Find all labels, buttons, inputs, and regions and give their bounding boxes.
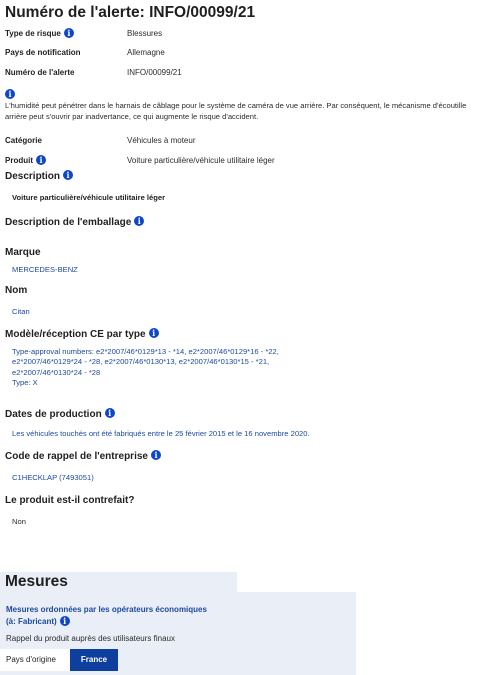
model-line: Type-approval numbers: e2*2007/46*0129*13 - *14, e2*2007/46*0129*16 - *22, [12, 346, 279, 356]
page-title: Numéro de l'alerte: INFO/00099/21 [5, 4, 256, 21]
section-title [5, 329, 480, 340]
measures-subtitle [6, 604, 207, 628]
field-product [5, 151, 480, 171]
section-title: Nom [5, 284, 28, 296]
info-icon[interactable]: i [149, 328, 159, 338]
risk-description-text: L'humidité peut pénétrer dans le harnais de câblage pour le système de caméra de vue arrière. Par conséquent, le mécanisme d'écoutille arrière peut s'ouvrir par inadvertance, ce qui augmente le risque d'accident. [5, 100, 467, 121]
model-line: e2*2007/46*0130*24 - *28 [12, 367, 101, 377]
info-icon[interactable]: i [151, 450, 161, 460]
field-label: Numéro de l'alerte [5, 67, 75, 77]
field-risk-type [5, 24, 480, 44]
divider [5, 122, 480, 132]
section-title [5, 409, 480, 420]
field-label-text: Produit [5, 155, 33, 165]
section-title [5, 171, 73, 182]
field-label [5, 156, 127, 166]
section-production [5, 409, 480, 429]
field-value: Allemagne [127, 48, 165, 58]
measures-subtitle-line: Mesures ordonnées par les opérateurs économiques [6, 605, 207, 614]
section-title-text: Modèle/réception CE par type [5, 328, 146, 340]
model-line: Type: X [12, 378, 38, 387]
measures-title: Mesures [5, 573, 68, 590]
info-icon[interactable]: i [64, 28, 74, 38]
name-value: Citan [12, 306, 30, 316]
section-recall [5, 451, 480, 473]
field-label-text: Type de risque [5, 28, 61, 38]
model-line: e2*2007/46*0129*24 - *28, e2*2007/46*0130*13, e2*2007/46*0130*15 - *21, [12, 357, 270, 366]
field-value: Voiture particulière/véhicule utilitaire léger [127, 155, 275, 165]
info-icon[interactable]: i [105, 408, 115, 418]
info-icon[interactable]: i [36, 155, 46, 165]
info-icon[interactable]: i [60, 616, 70, 626]
section-counterfeit [5, 495, 480, 517]
field-value: Blessures [127, 28, 163, 38]
section-title-text: Description de l'emballage [5, 216, 132, 228]
origin-value-badge: France [70, 649, 118, 671]
field-label: Catégorie [5, 136, 42, 146]
recall-value: C1HECKLAP (7493051) [12, 472, 94, 482]
section-brand [5, 247, 480, 265]
field-notifying-country [5, 44, 480, 64]
section-model [5, 329, 480, 347]
model-value [5, 347, 480, 409]
field-category [5, 132, 480, 152]
production-value: Les véhicules touchés ont été fabriqués entre le 25 février 2015 et le 16 novembre 2020. [12, 428, 310, 438]
section-title: Marque [5, 246, 41, 258]
field-label [5, 29, 127, 39]
section-packaging [5, 217, 480, 247]
section-title-text: Dates de production [5, 408, 102, 420]
section-title-text: Code de rappel de l'entreprise [5, 450, 148, 462]
field-value: INFO/00099/21 [127, 67, 182, 77]
section-title [5, 217, 480, 228]
section-title [5, 451, 480, 462]
info-icon[interactable]: i [134, 216, 144, 226]
origin-label: Pays d'origine [0, 649, 70, 671]
field-label: Pays de notification [5, 48, 81, 58]
field-value: Véhicules à moteur [127, 136, 196, 146]
counterfeit-value: Non [12, 516, 26, 526]
origin-country [0, 649, 118, 671]
brand-value: MERCEDES-BENZ [12, 264, 78, 274]
info-icon[interactable]: i [63, 170, 73, 180]
description-value: Voiture particulière/véhicule utilitaire léger [12, 192, 166, 202]
measures-subtitle-text: (à: Fabricant) [6, 617, 57, 626]
risk-description [5, 89, 480, 122]
field-alert-number [5, 63, 480, 83]
section-title: Le produit est-il contrefait? [5, 494, 135, 506]
measures-subtitle-line [6, 616, 207, 628]
info-icon[interactable]: i [5, 89, 15, 99]
section-title-text: Description [5, 170, 61, 182]
measures-text: Rappel du produit auprès des utilisateurs finaux [6, 634, 175, 643]
section-name [5, 285, 480, 307]
